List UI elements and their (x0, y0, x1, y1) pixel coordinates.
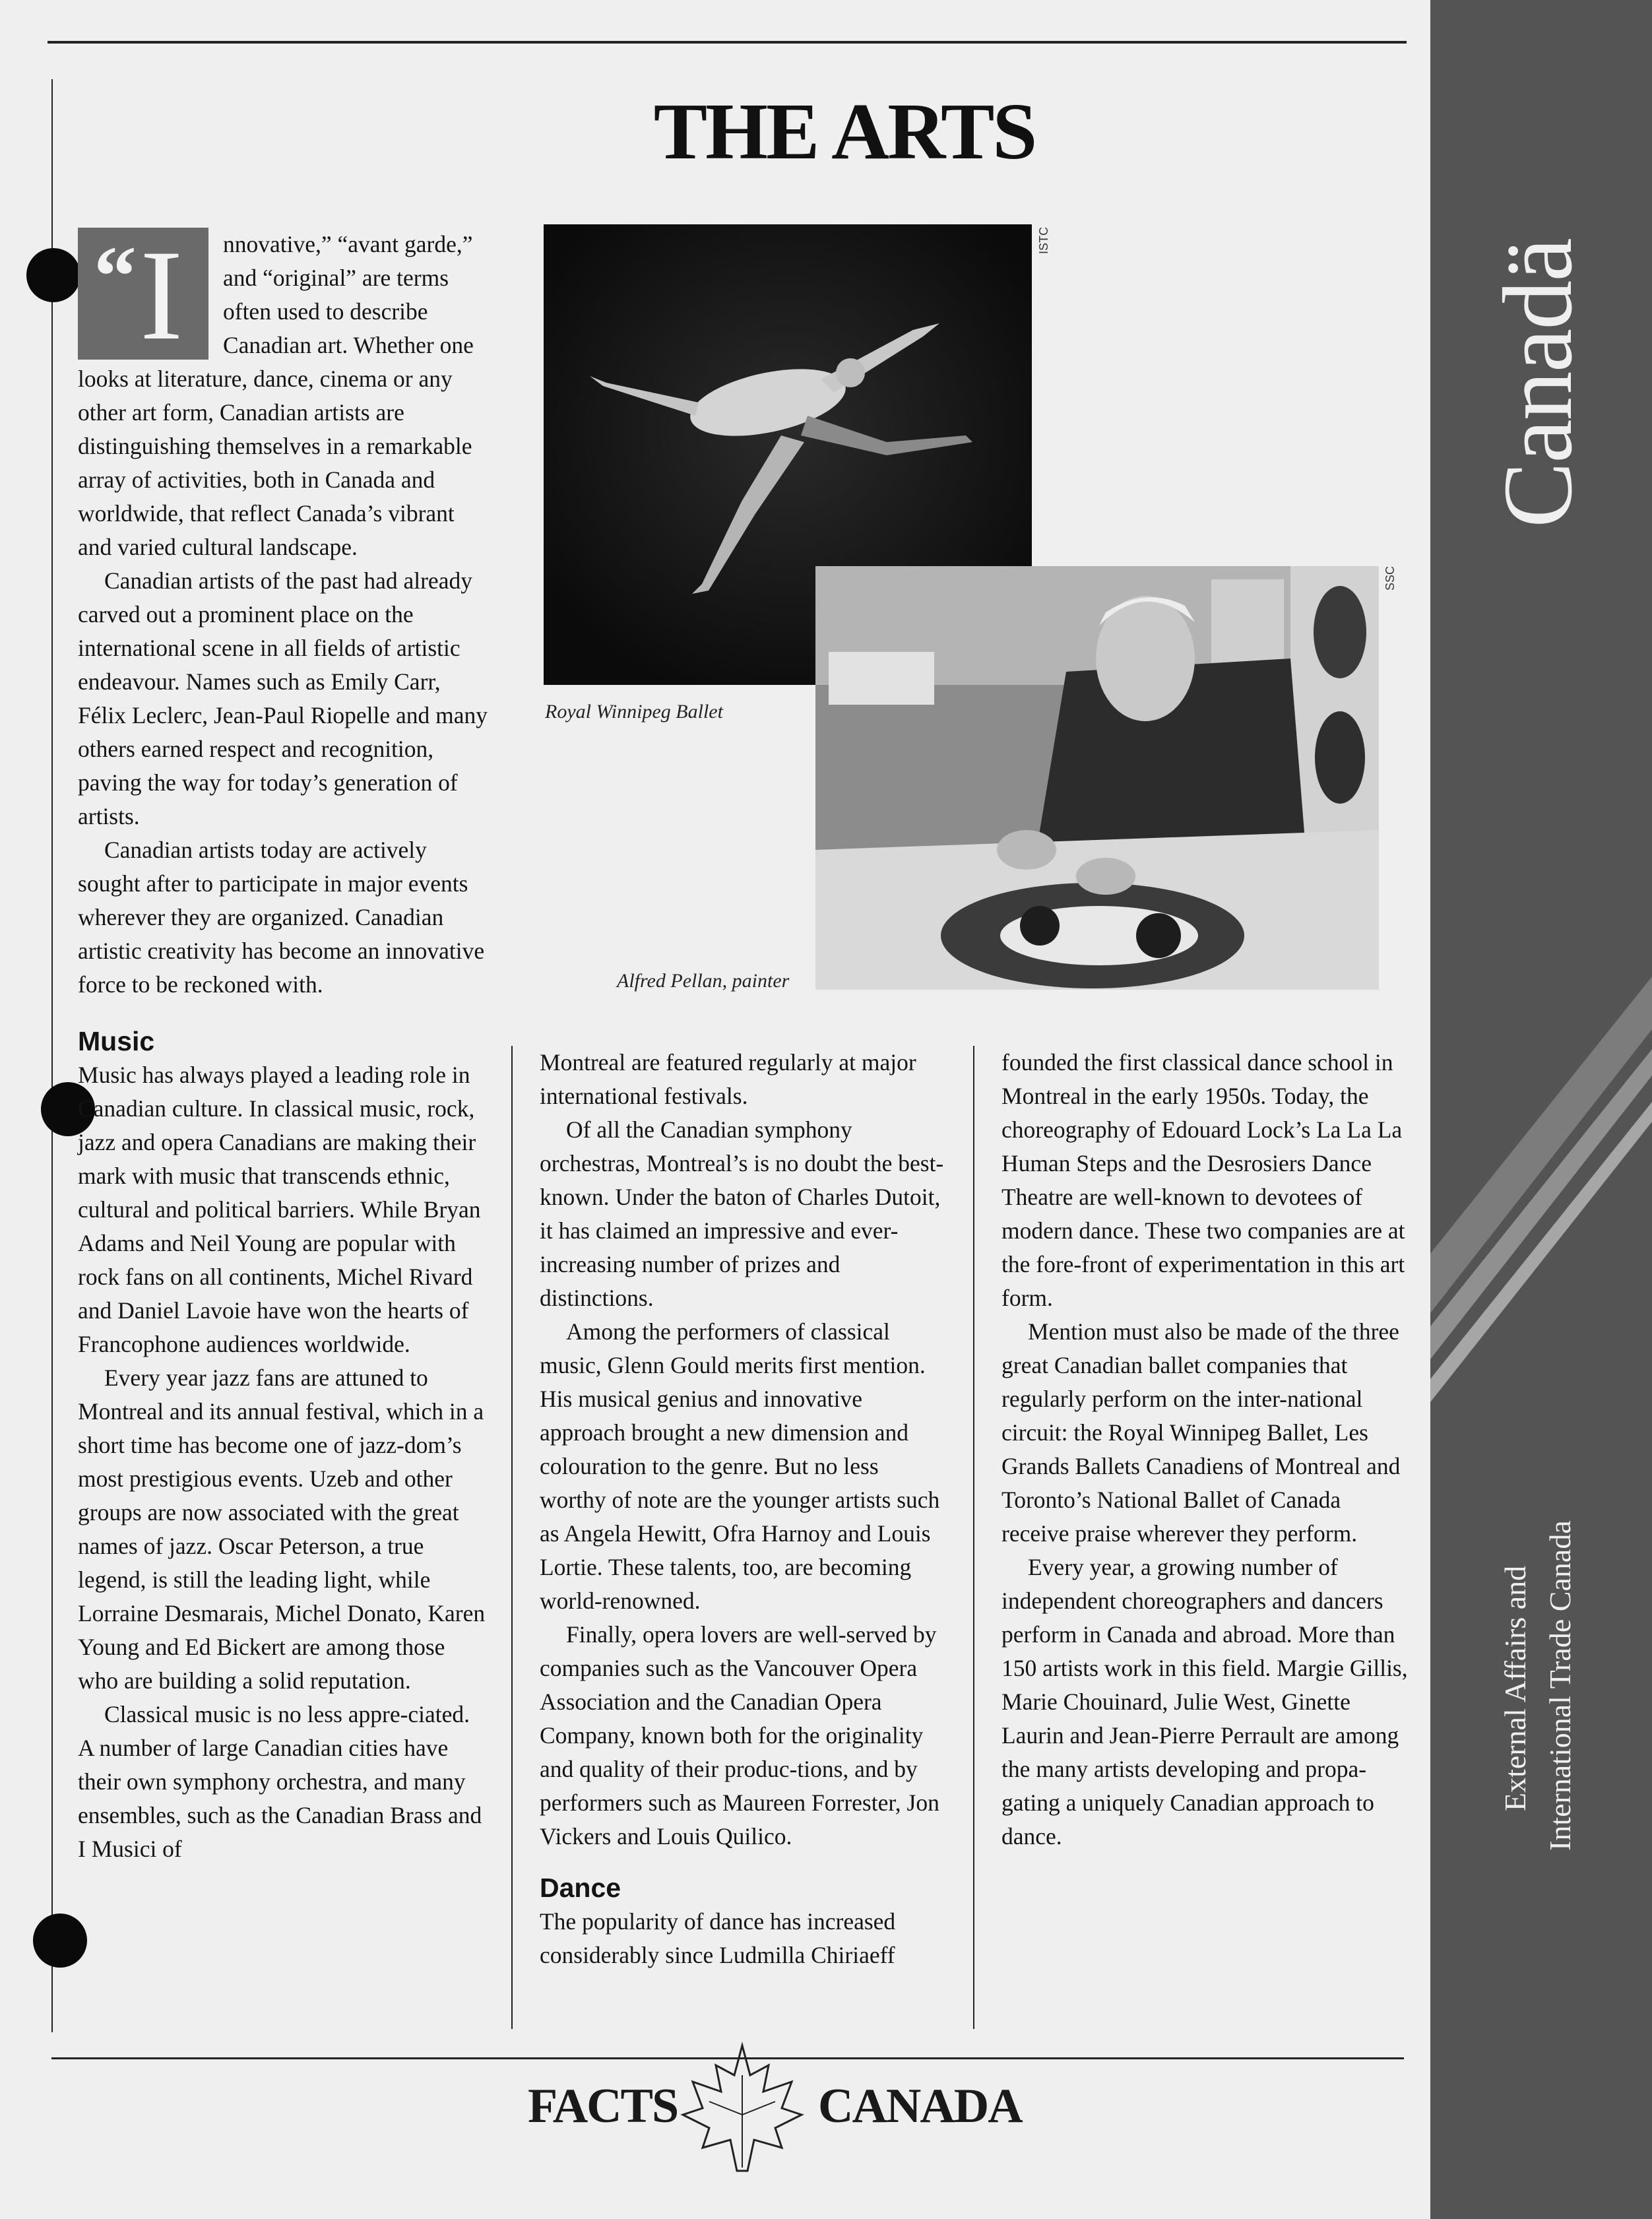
column-3 (1001, 1046, 1411, 1853)
paragraph: Every year jazz fans are attuned to Montreal and its annual festival, which in a short time has become one of jazz-dom’s most prestigious events. Uzeb and other groups are now associated with the great names of jazz. Oscar Peterson, a true legend, is still the leading light, while Lorraine Desmarais, Michel Donato, Karen Young and Ed Bickert are among those who are building a solid reputation. (78, 1365, 486, 1694)
column-divider-1 (511, 1046, 513, 2029)
painter-photo-image (815, 566, 1379, 990)
column-1 (78, 224, 488, 1866)
intro-text: nnovative,” “avant garde,” and “original” are terms often used to describe Canadian art. Whether one looks at literature, dance, cinema or any other art form, Canadian artists are distinguishing themselves in a remarkable array of activities, both in Canada and worldwide, that reflect Canada’s vibrant and varied cultural landscape. (78, 231, 474, 560)
photo-credit-istc: ISTC (1037, 226, 1050, 254)
paragraph: Music has always played a leading role in Canadian culture. In classical music, rock, jazz and opera Canadians are making their mark with music that transcends ethnic, cultural and political barriers. While Bryan Adams and Neil Young are popular with rock fans on all continents, Michel Rivard and Daniel Lavoie have won the hearts of Francophone audiences worldwide. (78, 1062, 481, 1357)
intro-paragraph (78, 224, 488, 564)
paragraph: Classical music is no less appre-ciated. A number of large Canadian cities have their own symphony orchestra, and many ensembles, such as the Canadian Brass and I Musici of (78, 1701, 482, 1862)
ballet-caption: Royal Winnipeg Ballet (545, 701, 723, 723)
painter-caption: Alfred Pellan, painter (617, 970, 790, 992)
paragraph: Among the performers of classical music, Glenn Gould merits first mention. His musical genius and innovative approach brought a new dimension and colouration to the genre. But no less worthy of note are the younger artists such as Angela Hewitt, Ofra Harnoy and Louis Lortie. These talents, too, are becoming world-renowned. (540, 1318, 940, 1614)
department-line-1: External Affairs and (1498, 1565, 1532, 1811)
section-heading-dance: Dance (540, 1873, 621, 1903)
paragraph: Every year, a growing number of independent choreographers and dancers perform in Canada and abroad. More than 150 artists work in this field. Margie Gillis, Marie Chouinard, Julie West, Ginette Laurin and Jean-Pierre Perrault are among the many artists developing and propa-gating a uniquely Canadian approach to dance. (1001, 1554, 1408, 1849)
photo-credit-ssc: SSC (1383, 565, 1397, 591)
section-heading-music: Music (78, 1026, 155, 1056)
paragraph: Montreal are featured regularly at major international festivals. (540, 1049, 916, 1109)
column-divider-2 (973, 1046, 974, 2029)
footer-canada: CANADA (818, 2079, 1022, 2133)
paragraph: founded the first classical dance school in Montreal in the early 1950s. Today, the choreography of Edouard Lock’s La La La Human Steps and the Desrosiers Dance Theatre are well-known to devotees of modern dance. These two companies are at the fore-front of experimentation in this art form. (1001, 1049, 1405, 1311)
paragraph: Canadian artists today are actively sought after to participate in major events wherever they are organized. Canadian artistic creativity has become an innovative force to be reckoned with. (78, 837, 485, 998)
left-margin-rule (51, 79, 53, 2032)
paragraph: Canadian artists of the past had already carved out a prominent place on the international scene in all fields of artistic endeavour. Names such as Emily Carr, Félix Leclerc, Jean-Paul Riopelle and many others earned respect and recognition, paving the way for today’s generation of artists. (78, 567, 488, 829)
drop-cap-quote: “ (94, 229, 137, 324)
top-rule (48, 41, 1407, 44)
page-title: THE ARTS (653, 87, 1036, 176)
drop-cap (78, 224, 208, 367)
paragraph: The popularity of dance has increased considerably since Ludmilla Chiriaeff (540, 1908, 896, 1968)
painter-photo (815, 566, 1379, 990)
department-line-2: International Trade Canada (1543, 1520, 1577, 1851)
paragraph: Mention must also be made of the three great Canadian ballet companies that regularly perform on the inter-national circuit: the Royal Winnipeg Ballet, Les Grands Ballets Canadiens of Montreal and Toronto’s National Ballet of Canada receive praise wherever they perform. (1001, 1318, 1401, 1547)
drop-cap-letter: I (140, 224, 183, 367)
punch-hole-bottom (33, 1913, 87, 1968)
footer-facts: FACTS (528, 2079, 678, 2133)
punch-hole-top (26, 248, 80, 302)
column-2 (540, 1046, 949, 1972)
paragraph: Of all the Canadian symphony orchestras, Montreal’s is no doubt the best-known. Under the baton of Charles Dutoit, it has claimed an impressive and ever-increasing number of prizes and distinctions. (540, 1116, 944, 1311)
maple-leaf-icon (670, 2036, 815, 2181)
canada-wordmark: Canadä (1483, 239, 1593, 528)
paragraph: Finally, opera lovers are well-served by companies such as the Vancouver Opera Association and the Canadian Opera Company, known both for the originality and quality of their produc-tions, and by performers such as Maureen Forrester, Jon Vickers and Louis Quilico. (540, 1621, 939, 1849)
